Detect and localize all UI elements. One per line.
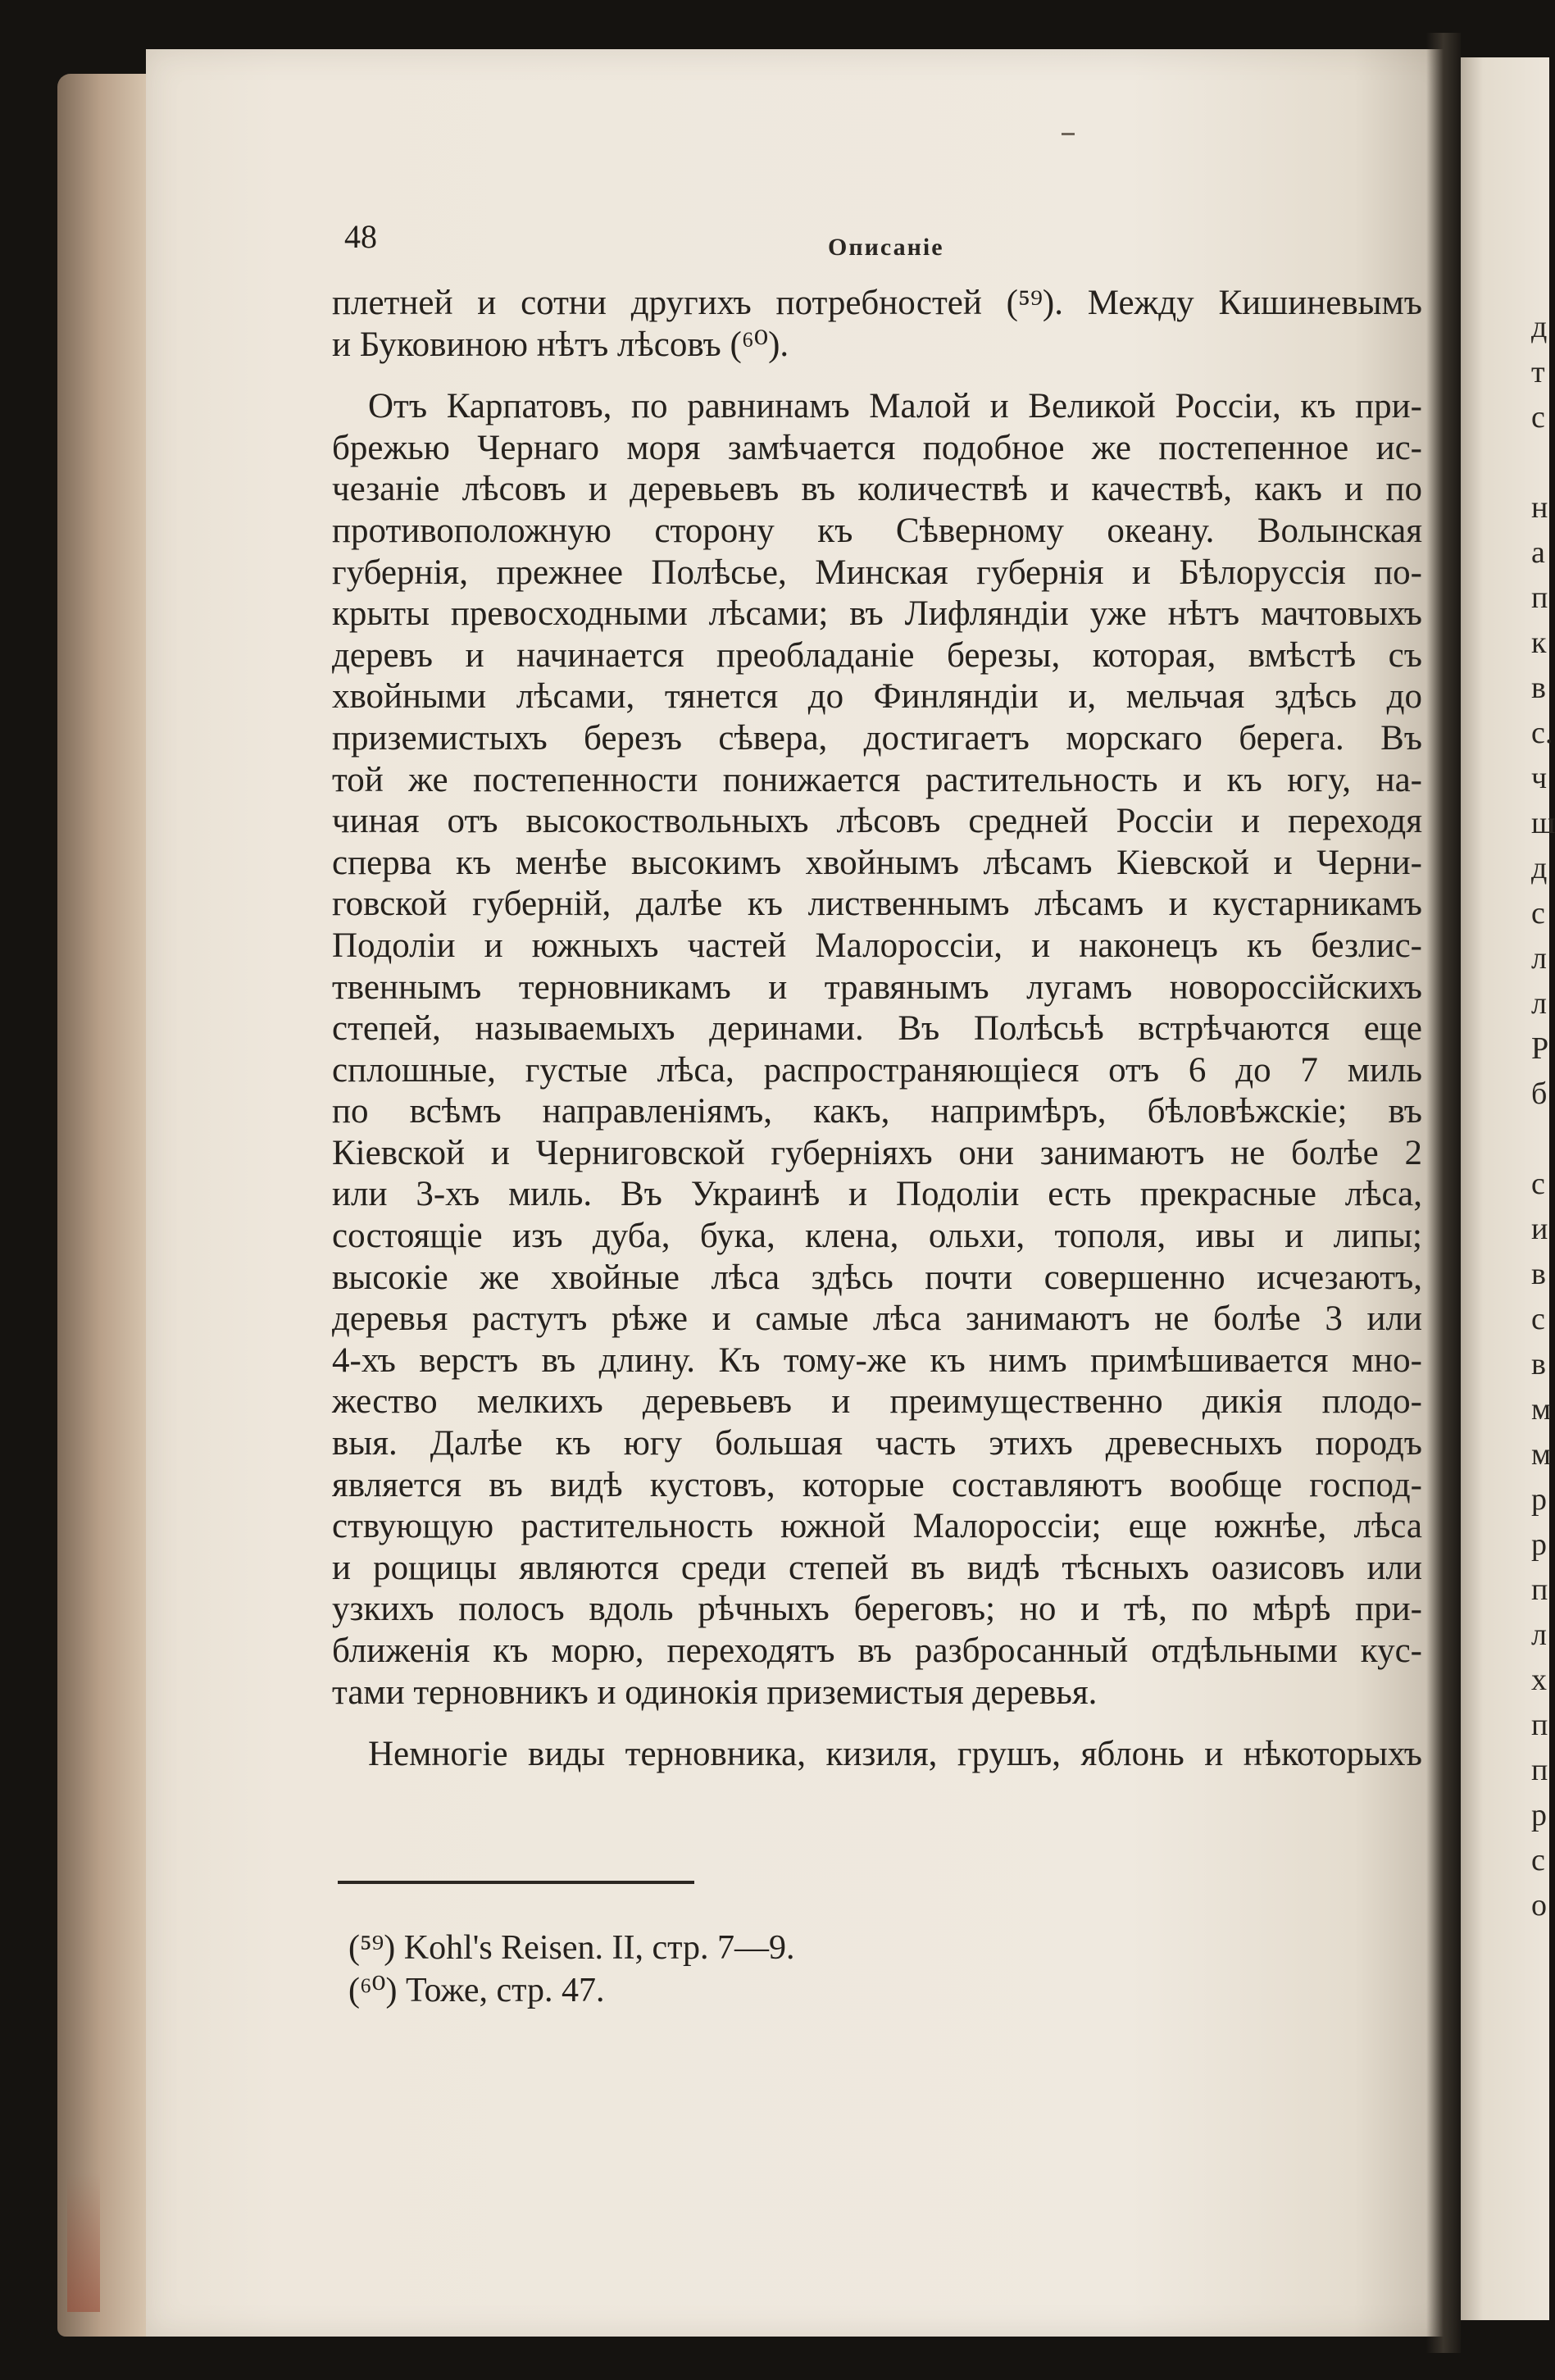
text-line: сперва къ менѣе высокимъ хвойнымъ лѣсамъ Кіевской и Черни- [332,843,1422,882]
text-line: сплошные, густые лѣса, распространяющіеся отъ 6 до 7 миль [332,1050,1422,1090]
next-page-letter: к [1531,626,1547,660]
running-head: Описаніе [828,234,944,261]
text-line: и Буковиною нѣтъ лѣсовъ (⁶⁰). [332,325,789,364]
text-line: по всѣмъ направленіямъ, какъ, напримѣръ, бѣловѣжскіе; въ [332,1092,1422,1131]
next-page-letter: м [1531,1392,1552,1427]
next-page-letter: и [1531,1212,1548,1246]
text-line: деревья растутъ рѣже и самые лѣса занимаютъ не болѣе 3 или [332,1299,1422,1339]
text-line: тами терновникъ и одинокія приземистыя деревья. [332,1672,1098,1712]
next-page-letter: с [1531,400,1545,435]
next-page-letter: ш [1531,806,1555,840]
text-line: той же постепенности понижается растительность и къ югу, на- [332,760,1422,799]
next-page-letter: л [1531,941,1547,976]
footnotes [348,1927,1086,2012]
text-line: ближенія къ морю, переходятъ въ разбросанный отдѣльными кус- [332,1631,1422,1670]
text-line: Подоліи и южныхъ частей Малороссіи, и наконецъ къ безлис- [332,926,1422,965]
next-page-letter: с [1531,1167,1545,1201]
text-line: ствующую растительность южной Малороссіи; еще южнѣе, лѣса [332,1507,1422,1546]
next-page-letter: б [1531,1076,1548,1111]
paragraph-gap [332,1713,1422,1734]
text-line: брежью Чернаго моря замѣчается подобное же постепенное ис- [332,428,1422,467]
next-page-letter: р [1531,1798,1547,1832]
next-page-letter: л [1531,1618,1547,1652]
next-page-letter: Р [1531,1031,1549,1066]
next-page-letter: с [1531,1843,1545,1877]
text-line: чезаніе лѣсовъ и деревьевъ въ количествѣ и качествѣ, какъ и по [332,470,1422,509]
next-page-letter: н [1531,490,1548,525]
next-page-letter: д [1531,310,1548,344]
text-line: и рощицы являются среди степей въ видѣ тѣсныхъ оазисовъ или [332,1548,1422,1587]
page-number: 48 [344,218,377,255]
footnote: (⁵⁹) Kohl's Reisen. II, стр. 7—9. [348,1929,795,1967]
next-page-letter: в [1531,1257,1546,1291]
next-page-letter: с [1531,1302,1545,1336]
next-page-letter: р [1531,1527,1547,1562]
next-page-letter: в [1531,671,1546,705]
text-line: Кіевской и Черниговской губерніяхъ они занимаютъ не болѣе 2 [332,1133,1422,1172]
next-page-letter: л [1531,986,1547,1021]
next-page-letter: с [1531,896,1545,931]
next-page-letter: х [1531,1663,1547,1697]
next-page-letter: д [1531,851,1548,885]
next-page-letter: в [1531,1347,1546,1381]
next-page-letter: т [1531,355,1545,389]
text-line: высокіе же хвойные лѣса здѣсь почти совершенно исчезаютъ, [332,1258,1422,1297]
text-line: губернія, прежнее Полѣсье, Минская губернія и Бѣлоруссія по- [332,553,1422,592]
next-page-letter: р [1531,1482,1547,1517]
text-line: твеннымъ терновникамъ и травянымъ лугамъ новороссійскихъ [332,967,1422,1007]
text-line: чиная отъ высокоствольныхъ лѣсовъ средней Россіи и переходя [332,802,1422,841]
paragraph-gap [332,366,1422,386]
text-line: выя. Далѣе къ югу большая часть этихъ древесныхъ породъ [332,1424,1422,1463]
text-line: хвойными лѣсами, тянется до Финляндіи и, мельчая здѣсь до [332,677,1422,717]
next-page-letter: ч [1531,761,1548,795]
next-page-letter: п [1531,1708,1548,1742]
page-mark [1062,133,1075,135]
next-page-letter: о [1531,1888,1547,1923]
next-page-letter: м [1531,1437,1552,1472]
next-page-letter: п [1531,1753,1548,1787]
text-line: узкихъ полосъ вдоль рѣчныхъ береговъ; но и тѣ, по мѣрѣ при- [332,1590,1422,1629]
text-line: крыты превосходными лѣсами; въ Лифляндіи уже нѣтъ мачтовыхъ [332,594,1422,634]
text-line: говской губерній, далѣе къ лиственнымъ лѣсамъ и кустарникамъ [332,885,1422,924]
text-line: плетней и сотни другихъ потребностей (⁵⁹). Между Кишиневымъ [332,284,1422,322]
text-line: 4-хъ верстъ въ длину. Къ тому-же къ нимъ примѣшивается мно- [332,1340,1422,1380]
text-line: деревъ и начинается преобладаніе березы, которая, вмѣстѣ съ [332,635,1422,675]
text-line: приземистыхъ березъ сѣвера, достигаетъ морскаго берега. Въ [332,718,1422,758]
next-page-letter: п [1531,580,1548,615]
text-line: или 3-хъ миль. Въ Украинѣ и Подоліи есть прекрасные лѣса, [332,1175,1422,1214]
next-page-letter: п [1531,1572,1548,1607]
text-line: Немногіе виды терновника, кизиля, грушъ, яблонь и нѣкоторыхъ [368,1735,1422,1774]
page-gutter-shadow [1426,33,1461,2353]
next-page-letter: а [1531,535,1545,570]
text-line: жество мелкихъ деревьевъ и преимущественно дикія плодо- [332,1382,1422,1422]
text-line: Отъ Карпатовъ, по равнинамъ Малой и Великой Россіи, къ при- [368,387,1422,426]
text-line: степей, называемыхъ деринами. Въ Полѣсьѣ встрѣчаются еще [332,1009,1422,1049]
text-line: состоящіе изъ дуба, бука, клена, ольхи, тополя, ивы и липы; [332,1217,1422,1256]
next-page-letter: с. [1531,716,1553,750]
footnote-rule [338,1881,694,1884]
text-line: противоположную сторону къ Сѣверному океану. Волынская [332,511,1422,550]
footnote: (⁶⁰) Тоже, стр. 47. [348,1972,605,2009]
text-line: является въ видѣ кустовъ, которые составляютъ вообще господ- [332,1465,1422,1504]
body-text [332,283,1422,1776]
